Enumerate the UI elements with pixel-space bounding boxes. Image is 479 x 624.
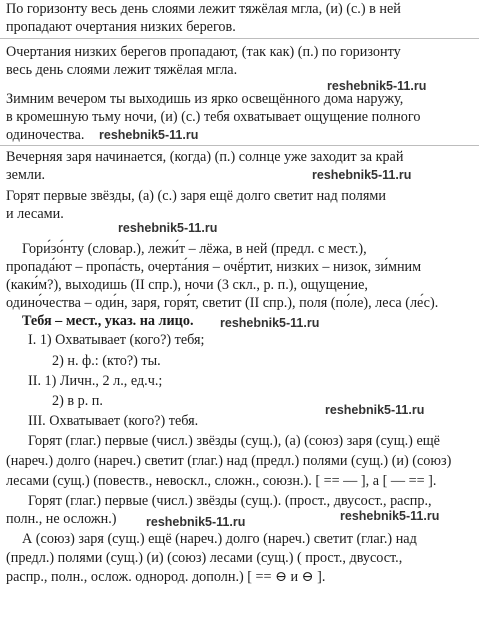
text-line-17: I. 1) Охватывает (кого?) тебя; (28, 332, 205, 348)
text-line-16: Тебя – мест., указ. на лицо. (22, 313, 194, 329)
text-line-24: лесами (сущ.) (повеств., невоскл., сложн., союзн.). [ == — ], а [ — == ]. (6, 473, 437, 489)
text-line-27: А (союз) заря (сущ.) ещё (нареч.) долго (нареч.) светит (глаг.) над (22, 531, 417, 547)
watermark: reshebnik5-11.ru (99, 128, 199, 142)
text-line-20: 2) в р. п. (52, 393, 103, 409)
text-line-4: весь день слоями лежит тяжёлая мгла. (6, 62, 238, 78)
text-line-9: земли. (6, 167, 46, 183)
watermark: reshebnik5-11.ru (327, 79, 427, 93)
text-line-8: Вечерняя заря начинается, (когда) (п.) солнце уже заходит за край (6, 149, 404, 165)
text-line-13: пропада́ют – пропа́сть, очерта́ния – очё́ртит, низких – низок, зи́мним (6, 259, 422, 275)
text-line-14: (каки́м?), выходишь (II спр.), ночи (3 скл., р. п.), ощущение, (6, 277, 368, 293)
watermark: reshebnik5-11.ru (118, 221, 218, 235)
text-line-21: III. Охватывает (кого?) тебя. (28, 413, 199, 429)
text-line-5: Зимним вечером ты выходишь из ярко освещённого дома наружу, (6, 91, 404, 107)
text-line-6: в кромешную тьму ночи, (и) (с.) тебя охватывает ощущение полного (6, 109, 421, 125)
text-line-11: и лесами. (6, 206, 64, 222)
text-line-26: полн., не осложн.) (6, 511, 117, 527)
text-line-12: Гори́зо́нту (словар.), лежи́т – лёжа, в ней (предл. с мест.), (22, 241, 367, 257)
watermark: reshebnik5-11.ru (325, 403, 425, 417)
section-divider (0, 145, 479, 146)
text-line-2: пропадают очертания низких берегов. (6, 19, 236, 35)
text-line-22: Горят (глаг.) первые (числ.) звёзды (сущ.), (а) (союз) заря (сущ.) ещё (28, 433, 440, 449)
text-line-25: Горят (глаг.) первые (числ.) звёзды (сущ.). (прост., двусост., распр., (28, 493, 432, 509)
section-divider (0, 38, 479, 39)
watermark: reshebnik5-11.ru (312, 168, 412, 182)
watermark: reshebnik5-11.ru (340, 509, 440, 523)
text-line-1: По горизонту весь день слоями лежит тяжёлая мгла, (и) (с.) в ней (6, 1, 401, 17)
text-line-3: Очертания низких берегов пропадают, (так как) (п.) по горизонту (6, 44, 401, 60)
text-line-15: одино́чества – оди́н, заря, горя́т, светит (II спр.), поля (по́ле), леса (ле́с). (6, 295, 439, 311)
watermark: reshebnik5-11.ru (220, 316, 320, 330)
text-line-23: (нареч.) долго (нареч.) светит (глаг.) над (предл.) полями (сущ.) (и) (союз) (6, 453, 452, 469)
text-line-29: распр., полн., ослож. однород. дополн.) [ == ⊖ и ⊖ ]. (6, 569, 326, 585)
text-line-10: Горят первые звёзды, (а) (с.) заря ещё долго светит над полями (6, 188, 386, 204)
text-line-18: 2) н. ф.: (кто?) ты. (52, 353, 161, 369)
text-line-7: одиночества. (6, 127, 85, 143)
watermark: reshebnik5-11.ru (146, 515, 246, 529)
text-line-28: (предл.) полями (сущ.) (и) (союз) лесами (сущ.) ( прост., двусост., (6, 550, 403, 566)
text-line-19: II. 1) Личн., 2 л., ед.ч.; (28, 373, 163, 389)
